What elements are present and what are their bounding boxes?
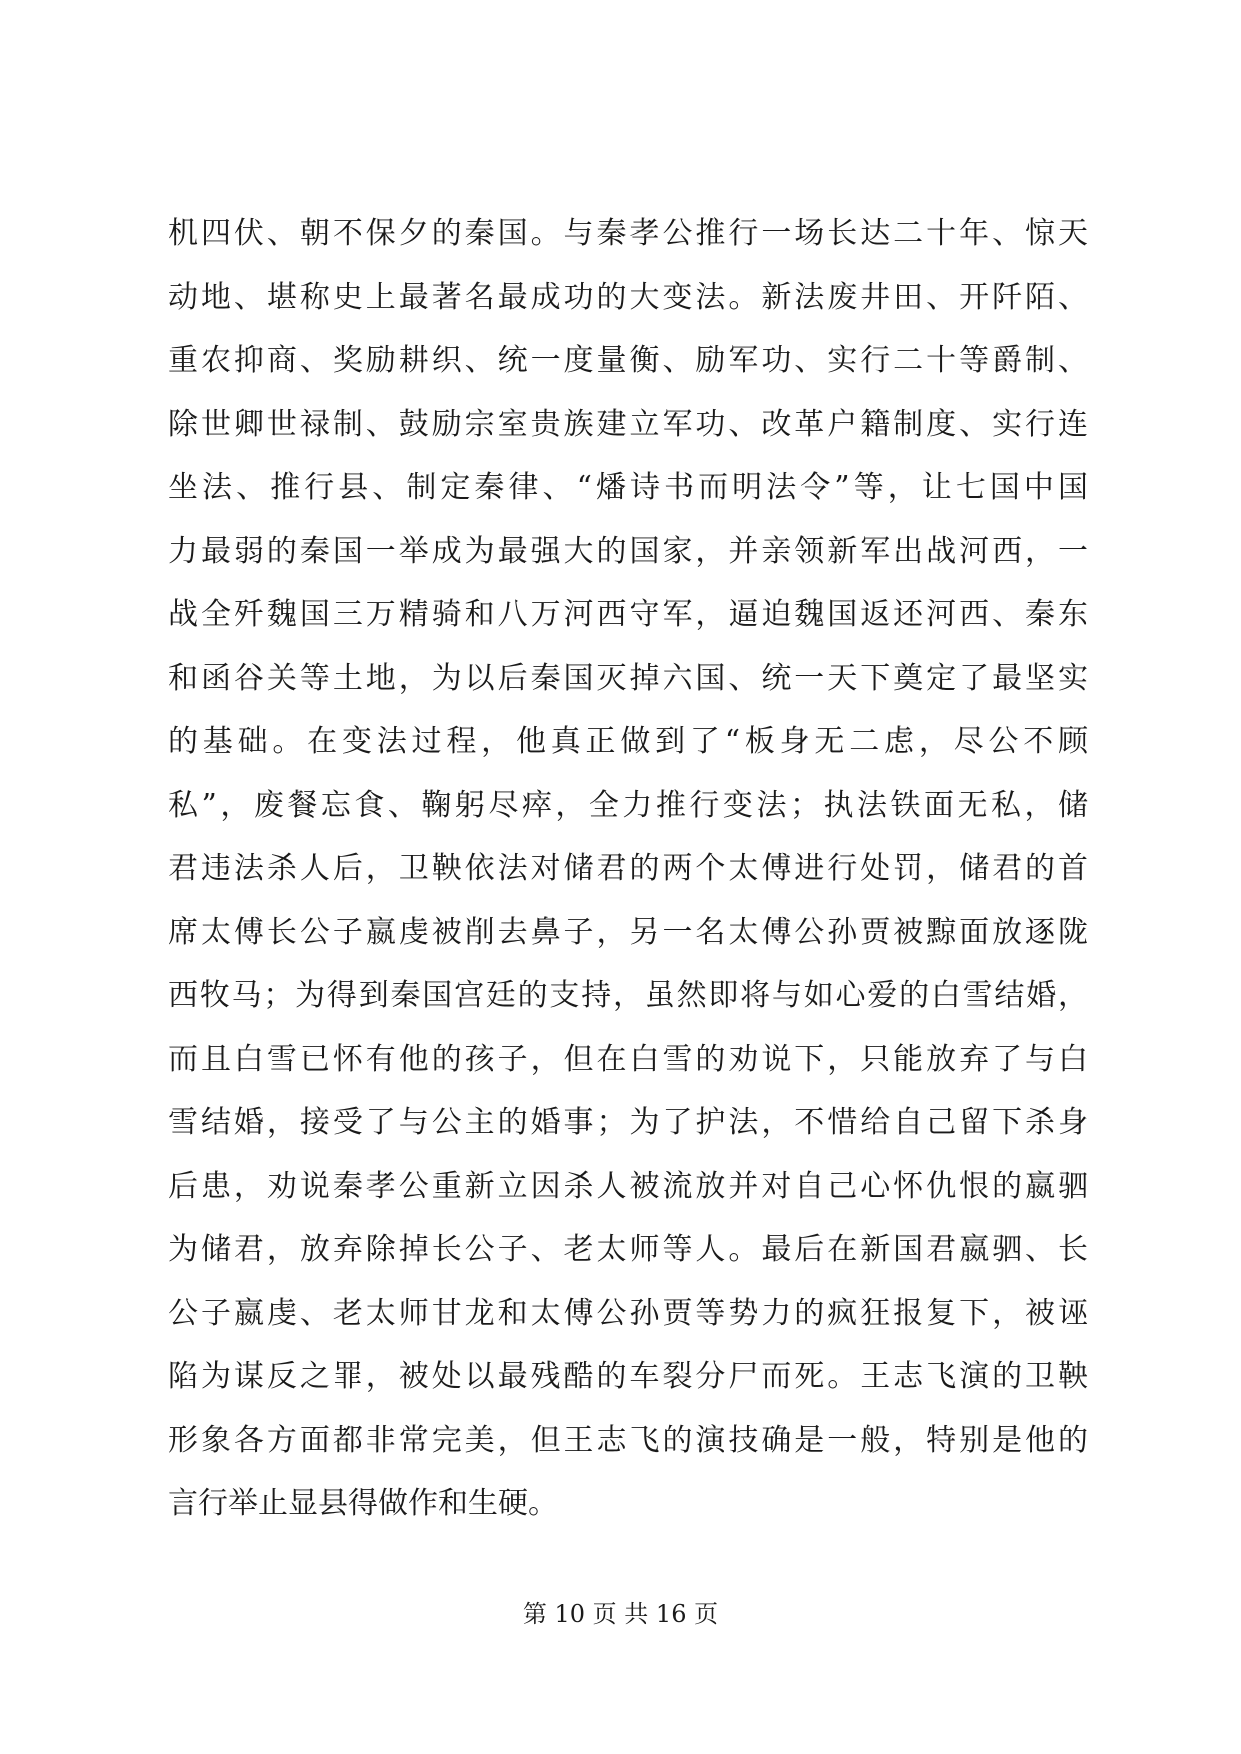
text-line: 而且白雪已怀有他的孩子，但在白雪的劝说下，只能放弃了与白 [168,1041,1088,1077]
text-line: 战全歼魏国三万精骑和八万河西守军，逼迫魏国返还河西、秦东 [168,597,1088,632]
text-line: 动地、堪称史上最著名最成功的大变法。新法废井田、开阡陌、 [168,279,1088,315]
text-line: 机四伏、朝不保夕的秦国。与秦孝公推行一场长达二十年、惊天 [168,216,1088,251]
text-line: 君违法杀人后，卫鞅依法对储君的两个太傅进行处罚，储君的首 [168,851,1088,886]
text-line: 除世卿世禄制、鼓励宗室贵族建立军功、改革户籍制度、实行连 [168,406,1088,442]
page-number-footer: 第 10 页 共 16 页 [522,1600,719,1628]
text-line: 席太傅长公子嬴虔被削去鼻子，另一名太傅公孙贾被黥面放逐陇 [168,914,1088,950]
text-line: 和函谷关等土地，为以后秦国灭掉六国、统一天下奠定了最坚实 [168,660,1088,696]
text-line: 私”，废餐忘食、鞠躬尽瘁，全力推行变法；执法铁面无私，储 [168,787,1088,823]
text-line: 重农抑商、奖励耕织、统一度量衡、励军功、实行二十等爵制、 [168,343,1088,378]
text-line: 公子嬴虔、老太师甘龙和太傅公孙贾等势力的疯狂报复下，被诬 [168,1295,1088,1331]
text-line: 力最弱的秦国一举成为最强大的国家，并亲领新军出战河西，一 [168,533,1088,569]
text-line: 后患，劝说秦孝公重新立因杀人被流放并对自己心怀仇恨的嬴驷 [168,1168,1088,1204]
text-line: 言行举止显县得做作和生硬。 [168,1486,558,1521]
body-paragraph [168,202,1088,1536]
text-line: 雪结婚，接受了与公主的婚事；为了护法，不惜给自己留下杀身 [168,1105,1088,1140]
text-line: 为储君，放弃除掉长公子、老太师等人。最后在新国君嬴驷、长 [168,1232,1088,1267]
text-line: 的基础。在变法过程，他真正做到了“板身无二虑，尽公不顾 [168,724,1088,759]
text-line: 陷为谋反之罪，被处以最残酷的车裂分尸而死。王志飞演的卫鞅 [168,1359,1088,1394]
text-line: 西牧马；为得到秦国宫廷的支持，虽然即将与如心爱的白雪结婚， [168,978,1088,1013]
text-line: 坐法、推行县、制定秦律、“燔诗书而明法令”等，让七国中国 [168,470,1088,505]
text-line: 形象各方面都非常完美，但王志飞的演技确是一般，特别是他的 [168,1422,1088,1458]
